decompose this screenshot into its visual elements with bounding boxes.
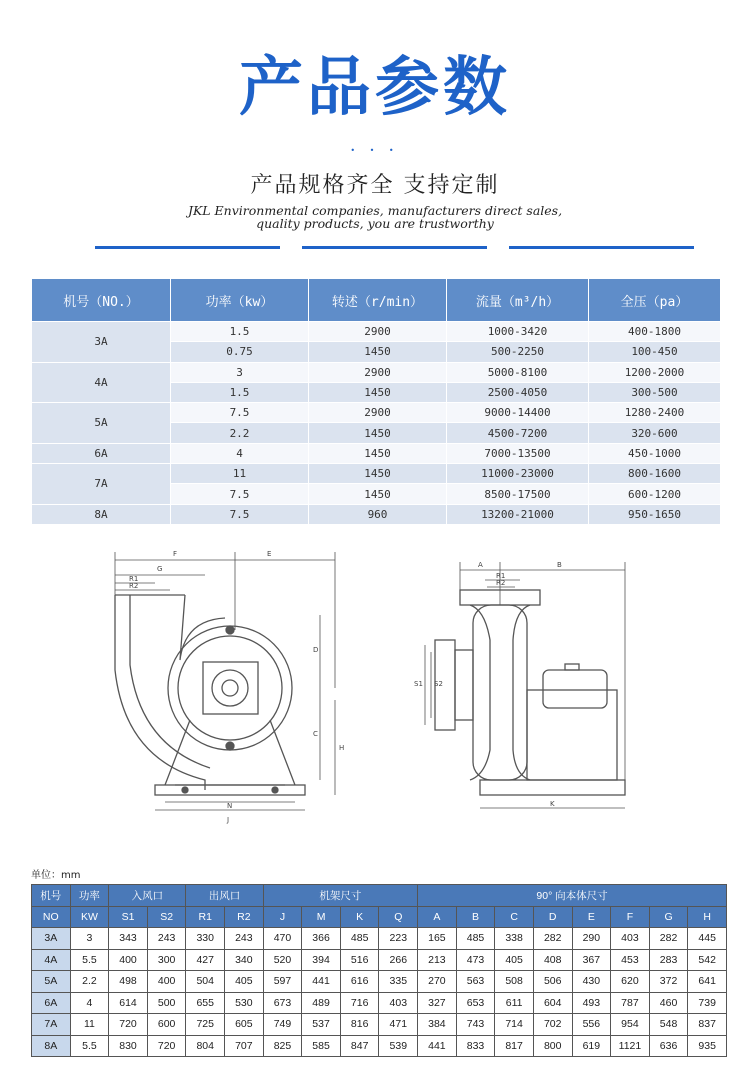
dimension-cell: 300	[147, 949, 186, 971]
divider-left	[95, 246, 280, 249]
spec-header-cell: 功率（kw）	[171, 279, 309, 322]
spec-machine-cell: 6A	[32, 443, 171, 463]
dim-label-n: N	[227, 802, 233, 810]
dimension-cell: 520	[263, 949, 302, 971]
dimension-cell: 343	[109, 928, 148, 950]
dimension-cell: 394	[302, 949, 341, 971]
dimension-cell: 614	[109, 992, 148, 1014]
dimension-cell: 506	[533, 971, 572, 993]
dimension-cell: 493	[572, 992, 611, 1014]
spec-cell: 8500-17500	[447, 484, 589, 504]
spec-machine-cell: 3A	[32, 322, 171, 363]
spec-cell: 1.5	[171, 322, 309, 342]
dimension-cell: 11	[70, 1014, 109, 1036]
spec-cell: 11	[171, 464, 309, 484]
dimension-cell: 830	[109, 1035, 148, 1057]
dimension-cell: 3	[70, 928, 109, 950]
dimension-cell: 954	[611, 1014, 650, 1036]
spec-cell: 400-1800	[589, 322, 721, 342]
english-tagline	[0, 204, 750, 230]
dimension-cell: 516	[340, 949, 379, 971]
dimension-cell: 600	[147, 1014, 186, 1036]
spec-cell: 1450	[309, 423, 447, 443]
dimension-cell: 405	[495, 949, 534, 971]
dimension-cell: 441	[418, 1035, 457, 1057]
dimension-cell: 716	[340, 992, 379, 1014]
dimension-row	[32, 992, 727, 1014]
dimension-cell: 213	[418, 949, 457, 971]
dimension-cell: 366	[302, 928, 341, 950]
dimension-header-cell: F	[611, 906, 650, 928]
dim-label-e: E	[267, 550, 272, 558]
spec-machine-cell: 4A	[32, 362, 171, 403]
group-header-inlet: 入风口	[109, 885, 186, 907]
dim-label-r1: R1	[129, 575, 139, 583]
dimension-header-cell: K	[340, 906, 379, 928]
dimension-cell: 282	[533, 928, 572, 950]
dim-label-r2: R2	[129, 582, 139, 590]
english-tagline-line2: quality products, you are trustworthy	[256, 216, 494, 231]
dim-label-a: A	[478, 561, 483, 569]
dimension-cell: 636	[649, 1035, 688, 1057]
group-header-outlet: 出风口	[186, 885, 263, 907]
volute-outer	[168, 626, 292, 750]
dimension-cell: 485	[340, 928, 379, 950]
dimension-cell: 749	[263, 1014, 302, 1036]
spec-cell: 1.5	[171, 382, 309, 402]
front-labels	[129, 550, 344, 824]
spec-machine-cell: 8A	[32, 504, 171, 524]
dimension-cell: 290	[572, 928, 611, 950]
dimension-group-header	[32, 885, 727, 907]
dimension-cell: 837	[688, 1014, 727, 1036]
page-title: 产品参数	[239, 51, 511, 125]
dimension-cell: 384	[418, 1014, 457, 1036]
dimension-cell: 5.5	[70, 949, 109, 971]
dimension-cell: 725	[186, 1014, 225, 1036]
spec-row	[32, 362, 721, 382]
dimension-cell: 372	[649, 971, 688, 993]
dimension-cell: 556	[572, 1014, 611, 1036]
dimension-cell: 563	[456, 971, 495, 993]
group-header-machine: 机号	[32, 885, 71, 907]
spec-cell: 800-1600	[589, 464, 721, 484]
title-dots: • • •	[350, 146, 400, 155]
spec-cell: 7.5	[171, 484, 309, 504]
spec-table	[31, 278, 721, 525]
dimension-cell: 445	[688, 928, 727, 950]
spec-cell: 300-500	[589, 382, 721, 402]
dimension-cell: 485	[456, 928, 495, 950]
spec-header-cell: 转述（r/min）	[309, 279, 447, 322]
spec-cell: 4500-7200	[447, 423, 589, 443]
dimension-cell: 500	[147, 992, 186, 1014]
dimension-cell: 833	[456, 1035, 495, 1057]
spec-cell: 1450	[309, 443, 447, 463]
dimension-machine-cell: 3A	[32, 928, 71, 950]
dimension-cell: 470	[263, 928, 302, 950]
dimension-cell: 498	[109, 971, 148, 993]
dimension-cell: 655	[186, 992, 225, 1014]
spec-cell: 950-1650	[589, 504, 721, 524]
dimension-cell: 605	[225, 1014, 264, 1036]
dimension-cell: 283	[649, 949, 688, 971]
dimension-cell: 530	[225, 992, 264, 1014]
dimension-cell: 1121	[611, 1035, 650, 1057]
dimension-cell: 739	[688, 992, 727, 1014]
dimension-cell: 460	[649, 992, 688, 1014]
dimension-cell: 707	[225, 1035, 264, 1057]
dimension-cell: 604	[533, 992, 572, 1014]
divider-right	[509, 246, 694, 249]
dimension-header-cell: G	[649, 906, 688, 928]
dimension-cell: 542	[688, 949, 727, 971]
dimension-cell: 430	[572, 971, 611, 993]
dimension-row	[32, 971, 727, 993]
dimension-header-cell: R2	[225, 906, 264, 928]
dimension-cell: 427	[186, 949, 225, 971]
base-plate	[155, 785, 305, 795]
dim-label-s2: S2	[434, 680, 443, 688]
dimension-header-cell: Q	[379, 906, 418, 928]
spec-cell: 1450	[309, 484, 447, 504]
dimension-header-cell: A	[418, 906, 457, 928]
spec-header-cell: 全压（pa）	[589, 279, 721, 322]
spec-cell: 1200-2000	[589, 362, 721, 382]
dimension-cell: 597	[263, 971, 302, 993]
spec-cell: 960	[309, 504, 447, 524]
dim-label-h: H	[339, 744, 345, 752]
spec-cell: 13200-21000	[447, 504, 589, 524]
dimension-cell: 338	[495, 928, 534, 950]
spec-cell: 1280-2400	[589, 403, 721, 423]
dimension-cell: 804	[186, 1035, 225, 1057]
dimension-cell: 619	[572, 1035, 611, 1057]
spec-cell: 3	[171, 362, 309, 382]
motor-stand	[527, 690, 617, 780]
spec-table-body	[32, 322, 721, 525]
dim-label-side-r2: R2	[496, 579, 506, 587]
dimension-row	[32, 928, 727, 950]
front-view	[115, 552, 335, 810]
dimension-cell: 641	[688, 971, 727, 993]
dimension-cell: 441	[302, 971, 341, 993]
dimension-header-cell: KW	[70, 906, 109, 928]
spec-cell: 11000-23000	[447, 464, 589, 484]
dimension-cell: 720	[109, 1014, 148, 1036]
spec-cell: 7000-13500	[447, 443, 589, 463]
dimension-cell: 702	[533, 1014, 572, 1036]
unit-label: 单位：mm	[31, 870, 81, 881]
dimension-cell: 5.5	[70, 1035, 109, 1057]
spec-cell: 2900	[309, 362, 447, 382]
dimension-cell: 847	[340, 1035, 379, 1057]
dimension-cell: 282	[649, 928, 688, 950]
divider-center	[302, 246, 487, 249]
dim-label-side-r1: R1	[496, 572, 506, 580]
spec-machine-cell: 5A	[32, 403, 171, 444]
dimension-machine-cell: 8A	[32, 1035, 71, 1057]
dim-label-d: D	[313, 646, 319, 654]
spec-header-cell: 机号（NO.）	[32, 279, 171, 322]
dimension-cell: 335	[379, 971, 418, 993]
dimension-cell: 243	[225, 928, 264, 950]
spec-cell: 9000-14400	[447, 403, 589, 423]
motor-body	[543, 670, 607, 708]
dimension-cell: 400	[147, 971, 186, 993]
spec-cell: 5000-8100	[447, 362, 589, 382]
dimension-cell: 327	[418, 992, 457, 1014]
dimension-header-cell: NO	[32, 906, 71, 928]
dimension-cell: 473	[456, 949, 495, 971]
dimension-header-cell: H	[688, 906, 727, 928]
spec-cell: 2500-4050	[447, 382, 589, 402]
group-header-power: 功率	[70, 885, 109, 907]
dimension-cell: 585	[302, 1035, 341, 1057]
dim-label-k: K	[550, 800, 555, 808]
dimension-cell: 165	[418, 928, 457, 950]
spec-cell: 2900	[309, 403, 447, 423]
dimension-cell: 403	[379, 992, 418, 1014]
dimension-cell: 2.2	[70, 971, 109, 993]
dimension-header-cell: S1	[109, 906, 148, 928]
dimension-cell: 471	[379, 1014, 418, 1036]
english-tagline-line1: JKL Environmental companies, manufacturers direct sales,	[187, 203, 563, 218]
dimension-cell: 714	[495, 1014, 534, 1036]
dimension-cell: 616	[340, 971, 379, 993]
group-header-frame: 机架尺寸	[263, 885, 417, 907]
dimension-cell: 340	[225, 949, 264, 971]
dimension-header-cell: S2	[147, 906, 186, 928]
spec-row	[32, 322, 721, 342]
spec-row	[32, 464, 721, 484]
spec-cell: 7.5	[171, 403, 309, 423]
page-subtitle: 产品规格齐全 支持定制	[250, 173, 500, 198]
dimension-row	[32, 1035, 727, 1057]
dimension-cell: 825	[263, 1035, 302, 1057]
fan-technical-drawing	[95, 540, 655, 830]
dimension-header-cell: E	[572, 906, 611, 928]
dimension-cell: 4	[70, 992, 109, 1014]
dimension-cell: 405	[225, 971, 264, 993]
spec-machine-cell: 7A	[32, 464, 171, 505]
dim-label-c: C	[313, 730, 318, 738]
spec-cell: 2900	[309, 322, 447, 342]
dimension-cell: 548	[649, 1014, 688, 1036]
spec-cell: 0.75	[171, 342, 309, 362]
dimension-header-cell: B	[456, 906, 495, 928]
spec-cell: 320-600	[589, 423, 721, 443]
dimension-cell: 408	[533, 949, 572, 971]
spec-cell: 450-1000	[589, 443, 721, 463]
dimension-cell: 403	[611, 928, 650, 950]
dim-label-g: G	[157, 565, 163, 573]
dimension-cell: 620	[611, 971, 650, 993]
side-view	[425, 562, 625, 808]
spec-cell: 1450	[309, 342, 447, 362]
spec-table-header	[32, 279, 721, 322]
dimension-cell: 787	[611, 992, 650, 1014]
dim-label-s1: S1	[414, 680, 423, 688]
spec-row	[32, 443, 721, 463]
dimension-cell: 243	[147, 928, 186, 950]
spec-cell: 2.2	[171, 423, 309, 443]
dimension-cell: 817	[495, 1035, 534, 1057]
spec-cell: 4	[171, 443, 309, 463]
dimension-machine-cell: 7A	[32, 1014, 71, 1036]
dimension-machine-cell: 4A	[32, 949, 71, 971]
dimension-header-cell: C	[495, 906, 534, 928]
dimension-cell: 539	[379, 1035, 418, 1057]
dimension-cell: 400	[109, 949, 148, 971]
dimension-row	[32, 1014, 727, 1036]
dim-label-f: F	[173, 550, 178, 558]
dim-label-j: J	[227, 816, 230, 824]
dimension-cell: 330	[186, 928, 225, 950]
dimension-cell: 653	[456, 992, 495, 1014]
dimension-table-body	[32, 885, 727, 1057]
spec-cell: 1000-3420	[447, 322, 589, 342]
side-base	[480, 780, 625, 795]
spec-header-cell: 流量（m³/h）	[447, 279, 589, 322]
dimension-row	[32, 949, 727, 971]
dimension-cell: 673	[263, 992, 302, 1014]
dim-label-b: B	[557, 561, 562, 569]
group-header-body: 90° 向本体尺寸	[418, 885, 727, 907]
dimension-cell: 935	[688, 1035, 727, 1057]
dimension-cell: 508	[495, 971, 534, 993]
dimension-cell: 611	[495, 992, 534, 1014]
dimension-header-cell: M	[302, 906, 341, 928]
dimension-header-cell: J	[263, 906, 302, 928]
spec-cell: 1450	[309, 464, 447, 484]
dimension-header-cell: D	[533, 906, 572, 928]
dimension-cell: 223	[379, 928, 418, 950]
spec-cell: 7.5	[171, 504, 309, 524]
spec-row	[32, 403, 721, 423]
dimension-header-cell: R1	[186, 906, 225, 928]
dimension-cell: 266	[379, 949, 418, 971]
dimension-cell: 504	[186, 971, 225, 993]
spec-cell: 600-1200	[589, 484, 721, 504]
spec-cell: 100-450	[589, 342, 721, 362]
dimension-cell: 453	[611, 949, 650, 971]
dimension-cell: 743	[456, 1014, 495, 1036]
spec-cell: 1450	[309, 382, 447, 402]
dimension-machine-cell: 6A	[32, 992, 71, 1014]
dimension-machine-cell: 5A	[32, 971, 71, 993]
spec-cell: 500-2250	[447, 342, 589, 362]
spec-row	[32, 504, 721, 524]
dimension-cell: 537	[302, 1014, 341, 1036]
impeller-housing	[473, 605, 527, 780]
dimension-cell: 720	[147, 1035, 186, 1057]
dimension-column-header	[32, 906, 727, 928]
dimension-cell: 489	[302, 992, 341, 1014]
dimension-cell: 800	[533, 1035, 572, 1057]
dimension-cell: 816	[340, 1014, 379, 1036]
dimension-table	[31, 884, 727, 1057]
dimension-cell: 270	[418, 971, 457, 993]
dimension-cell: 367	[572, 949, 611, 971]
